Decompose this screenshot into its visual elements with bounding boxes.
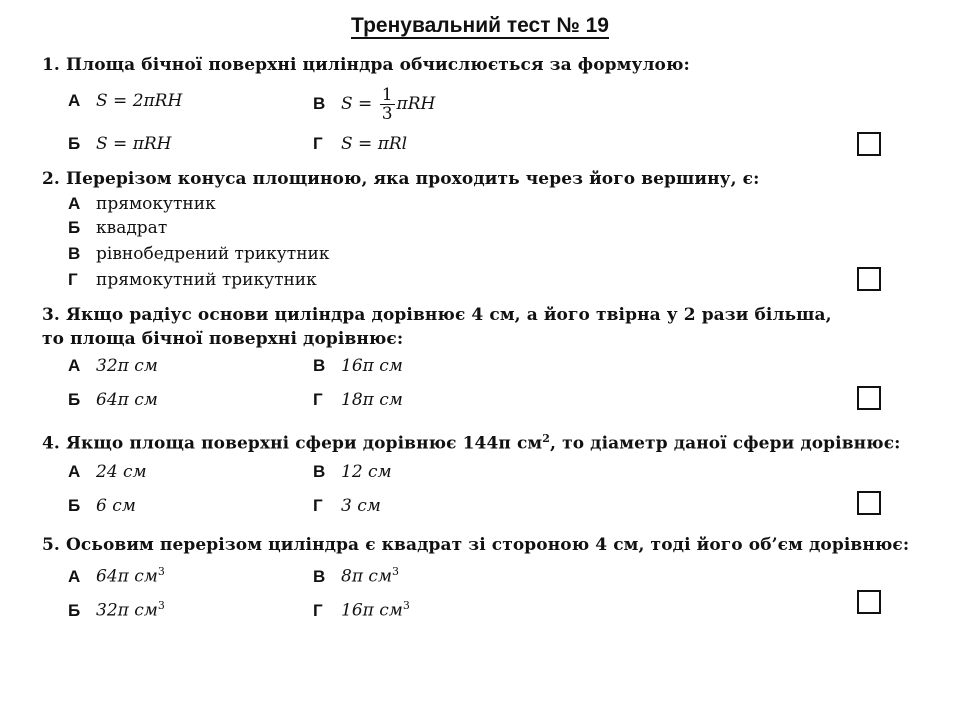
option-value: 12 см xyxy=(341,462,392,482)
option-letter: В xyxy=(68,244,81,263)
q4-option-a xyxy=(68,460,147,484)
q1-option-a xyxy=(68,89,182,113)
question-2-text: 2. Перерізом конуса площиною, яка проходить через його вершину, є: xyxy=(42,169,760,189)
option-letter: В xyxy=(313,94,326,113)
fraction xyxy=(380,86,395,123)
question-4-text-after: , то діаметр даної сфери дорівнює: xyxy=(550,433,901,454)
q5-option-b xyxy=(68,594,165,623)
option-value: 64π см xyxy=(96,566,158,587)
q2-option-g xyxy=(68,268,317,292)
question-3-text-line2: то площа бічної поверхні дорівнює: xyxy=(42,329,404,349)
option-letter: В xyxy=(313,356,326,375)
question-4-text xyxy=(42,426,922,457)
option-letter: А xyxy=(68,194,81,213)
option-value: 24 см xyxy=(96,462,147,482)
option-letter: Б xyxy=(68,600,81,620)
option-letter: Г xyxy=(313,600,323,620)
q4-option-g xyxy=(313,494,381,518)
option-letter: Г xyxy=(68,270,78,289)
option-letter: Б xyxy=(68,218,81,237)
option-value: 32π см xyxy=(96,600,158,621)
option-letter: А xyxy=(68,566,81,586)
q5-option-g xyxy=(313,594,410,623)
q3-option-b xyxy=(68,388,158,412)
option-value: 18π см xyxy=(341,390,403,410)
superscript: 2 xyxy=(542,432,551,445)
option-value-suffix: πRH xyxy=(396,94,436,114)
option-value: 16π см xyxy=(341,356,403,376)
fraction-numerator: 1 xyxy=(381,85,393,105)
superscript: 3 xyxy=(402,599,410,612)
q5-option-a xyxy=(68,560,165,589)
q4-answer-box[interactable] xyxy=(857,491,881,515)
superscript: 3 xyxy=(157,565,165,578)
option-value: рівнобедрений трикутник xyxy=(96,244,330,264)
q1-option-b xyxy=(68,132,172,156)
option-letter: Б xyxy=(68,390,81,409)
option-letter: Б xyxy=(68,496,81,515)
superscript: 3 xyxy=(157,599,165,612)
option-value-prefix: S = xyxy=(341,94,373,114)
option-letter: В xyxy=(313,462,326,481)
page-title xyxy=(0,14,960,38)
option-value: прямокутник xyxy=(96,194,216,214)
option-letter: А xyxy=(68,462,81,481)
q3-option-a xyxy=(68,354,158,378)
option-value: 16π см xyxy=(341,600,403,621)
option-letter: А xyxy=(68,356,81,375)
q1-answer-box[interactable] xyxy=(857,132,881,156)
q2-option-a xyxy=(68,192,216,216)
q4-option-v xyxy=(313,460,392,484)
option-letter: Г xyxy=(313,134,323,153)
option-value: 3 см xyxy=(341,496,381,516)
q5-answer-box[interactable] xyxy=(857,590,881,614)
option-value: 8π см xyxy=(341,566,393,587)
option-value: S = 2πRH xyxy=(96,91,183,111)
option-letter: Б xyxy=(68,134,81,153)
option-letter: А xyxy=(68,91,81,110)
option-letter: Г xyxy=(313,390,323,409)
option-value: 64π см xyxy=(96,390,158,410)
option-value: прямокутний трикутник xyxy=(96,270,317,290)
option-value: 6 см xyxy=(96,496,136,516)
question-3-text-line1: 3. Якщо радіус основи циліндра дорівнює 4 см, а його твірна у 2 рази більша, xyxy=(42,305,832,325)
q5-option-v xyxy=(313,560,399,589)
q4-option-b xyxy=(68,494,136,518)
question-5-text: 5. Осьовим перерізом циліндра є квадрат зі стороною 4 см, тоді його об’єм дорівнює: xyxy=(42,535,910,555)
q1-option-g xyxy=(313,132,407,156)
q2-option-b xyxy=(68,216,167,240)
q2-option-v xyxy=(68,242,330,266)
option-letter: Г xyxy=(313,496,323,515)
q2-answer-box[interactable] xyxy=(857,267,881,291)
option-value: S = πRl xyxy=(341,134,408,154)
page-title-text: Тренувальний тест № 19 xyxy=(351,14,609,37)
question-4-text-before: 4. Якщо площа поверхні сфери дорівнює 144π см xyxy=(42,433,543,454)
question-1-text: 1. Площа бічної поверхні циліндра обчислюється за формулою: xyxy=(42,55,690,75)
q3-answer-box[interactable] xyxy=(857,386,881,410)
q3-option-g xyxy=(313,388,403,412)
superscript: 3 xyxy=(392,565,400,578)
option-value: S = πRH xyxy=(96,134,172,154)
q1-option-v xyxy=(313,86,435,123)
fraction-denominator: 3 xyxy=(381,104,393,124)
option-value: 32π см xyxy=(96,356,158,376)
option-value: квадрат xyxy=(96,218,168,238)
option-letter: В xyxy=(313,566,326,586)
q3-option-v xyxy=(313,354,403,378)
